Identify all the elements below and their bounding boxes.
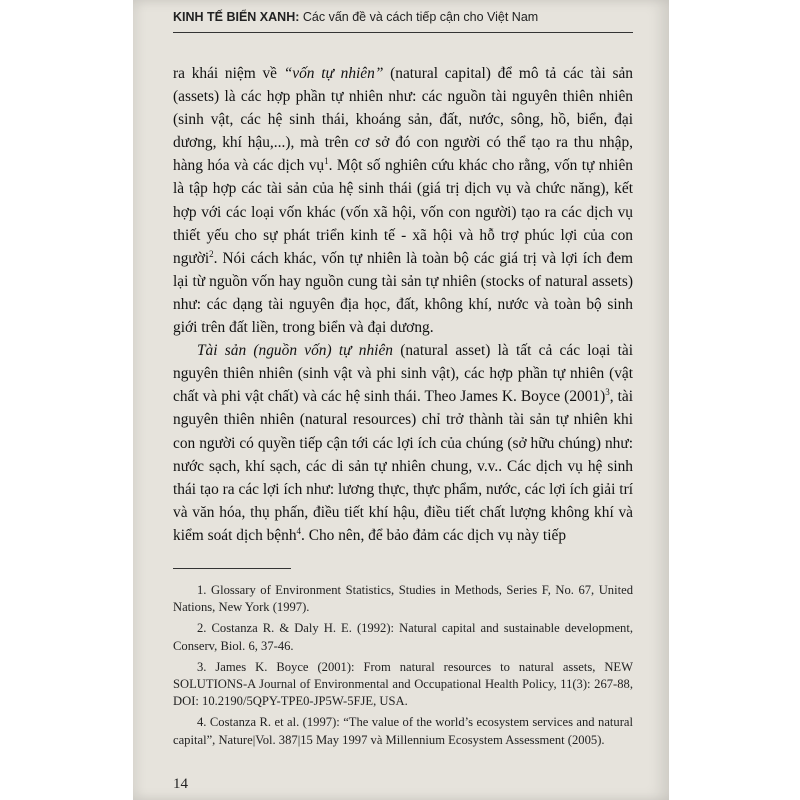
- footnote-3: 3. James K. Boyce (2001): From natural resources to natural assets, NEW SOLUTIONS-A Journal of Environmental and Occupational Health Policy, 11(3): 267-88, DOI: 10.2190/5QPY-TPE0-JP5W-5FJE, USA.: [173, 659, 633, 709]
- p1-term-natural-capital: “vốn tự nhiên”: [283, 65, 384, 82]
- footnote-ref-3: 3: [605, 387, 610, 398]
- p2-text-b: (natural asset) là tất cả các loại tài nguyên thiên nhiên (sinh vật và phi sinh vật), các hợp phần tự nhiên (vật chất và phi vật chất) và các hệ sinh thái. Theo James K. Boyce (2001): [173, 342, 633, 406]
- book-page: [133, 0, 669, 800]
- running-header: [173, 10, 538, 24]
- paragraph-2: [173, 339, 633, 547]
- footnote-1: 1. Glossary of Environment Statistics, Studies in Methods, Series F, No. 67, United Nations, New York (1997).: [173, 583, 633, 615]
- p1-text-a: ra khái niệm về: [173, 65, 284, 82]
- footnotes: [173, 582, 633, 753]
- p2-text-c: , tài nguyên thiên nhiên (natural resources) chỉ trở thành tài sản tự nhiên khi con người có quyền tiếp cận tới các lợi ích của chúng (sở hữu chúng) như: nước sạch, khí sạch, các di sản tự nhiên chung, v.v.. Các dịch vụ hệ sinh thái tạo ra các lợi ích như: lương thực, thực phẩm, nước, các lợi ích giải trí và văn hóa, thụ phấn, điều tiết khí hậu, điều tiết chất lượng không khí và kiểm soát dịch bệnh: [173, 388, 633, 544]
- body-text: [173, 62, 633, 547]
- header-rule: [173, 32, 633, 33]
- footnote-ref-2: 2: [209, 248, 214, 259]
- footnote-4: 4. Costanza R. et al. (1997): “The value of the world’s ecosystem services and natural capital”, Nature|Vol. 387|15 May 1997 và Millennium Ecosystem Assessment (2005).: [173, 715, 633, 747]
- running-header-title-bold: KINH TẾ BIỂN XANH:: [173, 10, 300, 24]
- page-number: 14: [173, 776, 188, 792]
- footnote-ref-4: 4: [296, 525, 302, 536]
- p2-text-d: . Cho nên, để bảo đảm các dịch vụ này tiếp: [301, 526, 567, 544]
- running-header-title-rest: Các vấn đề và cách tiếp cận cho Việt Nam: [299, 10, 539, 24]
- p1-text-c: (natural capital) để mô tả các tài sản (assets) là các hợp phần tự nhiên như: các nguồn tài nguyên thiên nhiên (sinh vật, các hệ sinh thái, khoáng sản, đất, nước, sông, hồ, biển, đại dương, khí hậu,...), mà trên cơ sở đó con người có thể tạo ra thu nhập, hàng hóa và các dịch vụ: [173, 65, 633, 175]
- footnote-rule: [173, 568, 291, 569]
- footnote-2: 2. Costanza R. & Daly H. E. (1992): Natural capital and sustainable development, Conserv, Biol. 6, 37-46.: [173, 621, 633, 653]
- p1-text-d: . Một số nghiên cứu khác cho rằng, vốn tự nhiên là tập hợp các tài sản của hệ sinh thái (giá trị dịch vụ và chức năng), kết hợp với các loại vốn khác (vốn xã hội, vốn con người) tạo ra các dịch vụ thiết yếu cho sự phát triển kinh tế - xã hội và hỗ trợ phúc lợi của con người: [173, 157, 633, 267]
- p2-term-natural-asset: Tài sản (nguồn vốn) tự nhiên: [197, 342, 393, 360]
- footnote-ref-1: 1: [324, 156, 329, 167]
- paragraph-1: [173, 62, 633, 339]
- p1-text-e: . Nói cách khác, vốn tự nhiên là toàn bộ các giá trị và lợi ích đem lại từ nguồn vốn hay nguồn cung tài sản tự nhiên (stocks of natural assets) như: các dạng tài nguyên địa học, đất, không khí, nước và toàn bộ sinh giới trên đất liền, trong biển và đại dương.: [173, 249, 633, 337]
